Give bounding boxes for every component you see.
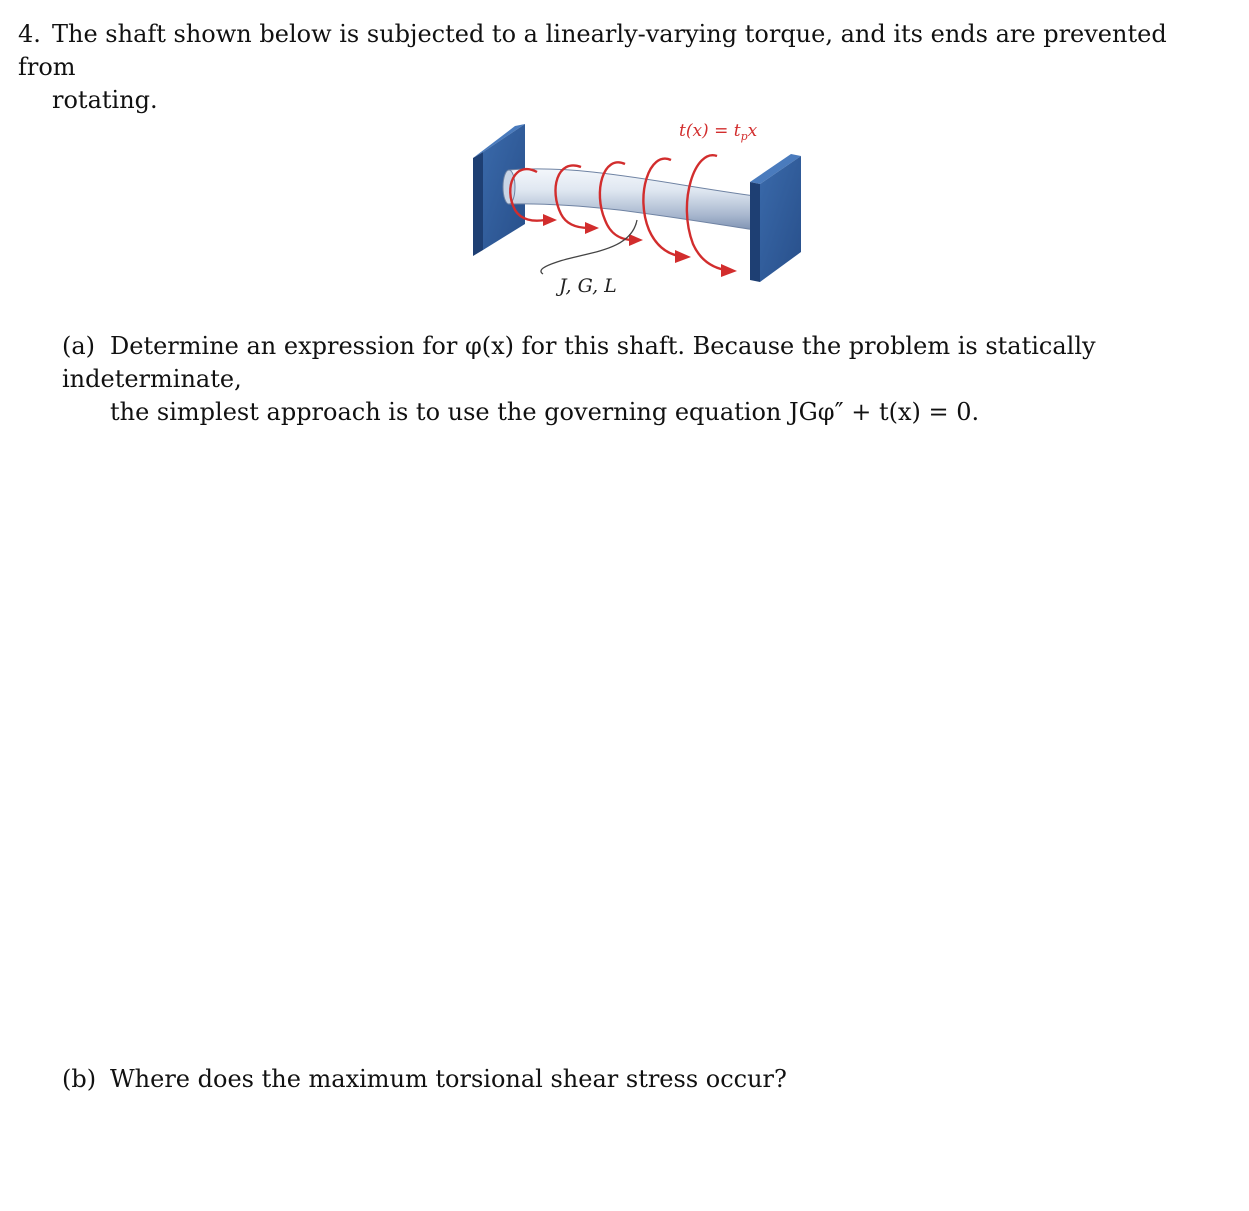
problem-text-line-1: The shaft shown below is subjected to a linearly-varying torque, and its ends are prevented from: [18, 20, 1167, 81]
part-b-text: Where does the maximum torsional shear stress occur?: [110, 1065, 787, 1093]
arrowhead-1: [543, 214, 557, 226]
problem-text-line-2: rotating.: [52, 86, 158, 114]
arrowhead-3: [629, 234, 643, 246]
part-b: [62, 1063, 1222, 1096]
problem-line-1: [18, 18, 1223, 84]
shaft-figure: [465, 112, 810, 308]
torque-label: $t(x) = t_px$: [679, 121, 758, 143]
arrowhead-5: [721, 264, 737, 277]
shaft-properties-label: J, G, L: [559, 275, 617, 297]
part-b-label: (b): [62, 1065, 97, 1093]
shaft-diagram: [465, 112, 810, 308]
part-a: [62, 330, 1222, 429]
arrowhead-4: [675, 250, 691, 263]
part-a-line-1: [62, 330, 1222, 396]
arrowhead-2: [585, 222, 599, 234]
part-a-text-line-1: Determine an expression for φ(x) for this shaft. Because the problem is statically indeterminate,: [62, 332, 1096, 393]
problem-statement: [18, 18, 1223, 117]
part-a-label: (a): [62, 332, 96, 360]
problem-number: 4.: [18, 20, 41, 48]
part-a-text-line-2: the simplest approach is to use the governing equation JGφ″ + t(x) = 0.: [110, 398, 980, 426]
right-wall: [750, 154, 801, 282]
